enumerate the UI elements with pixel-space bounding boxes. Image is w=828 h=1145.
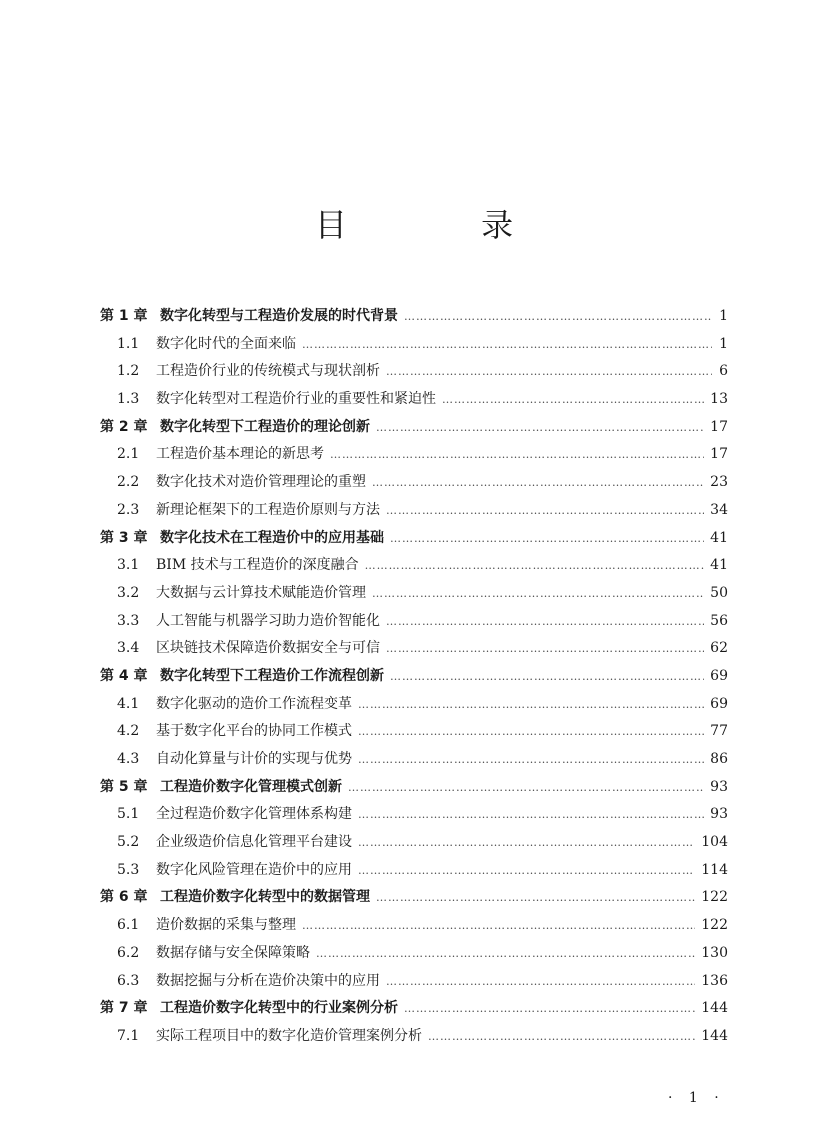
toc-entry-page: 50 [710,584,728,601]
toc-section-entry[interactable] [100,1023,728,1051]
toc-entry-number: 4.1 [117,695,140,712]
toc-entry-number: 3.3 [117,612,140,629]
dot-leader [372,580,704,608]
toc-entry-page: 69 [710,695,728,712]
toc-entry-page: 1 [719,308,728,324]
toc-entry-page: 104 [701,834,728,851]
toc-entry-title: 实际工程项目中的数字化造价管理案例分析 [156,1027,422,1044]
dot-leader [386,497,704,525]
toc-section-entry[interactable] [100,469,728,497]
toc-entry-title: 新理论框架下的工程造价原则与方法 [156,501,380,518]
dot-leader [428,1023,695,1051]
toc-section-entry[interactable] [100,608,728,636]
toc-entry-title: 数字化转型下工程造价工作流程创新 [160,667,384,684]
dot-leader [386,608,704,636]
toc-entry-page: 13 [710,391,728,408]
toc-entry-title: 数字化转型与工程造价发展的时代背景 [160,308,398,324]
toc-entry-page: 41 [710,529,728,546]
toc-section-entry[interactable] [100,441,728,469]
toc-entry-number: 第 3 章 [100,529,148,546]
toc-entry-page: 41 [710,557,728,574]
dot-leader [358,691,704,719]
toc-chapter-entry[interactable] [100,774,728,802]
toc-entry-title: 大数据与云计算技术赋能造价管理 [156,584,366,601]
toc-entry-page: 1 [719,335,728,352]
toc-entry-title: 数据存储与安全保障策略 [156,944,310,961]
toc-entry-page: 62 [710,640,728,657]
toc-entry-number: 第 6 章 [100,889,148,906]
dot-leader [404,303,712,331]
toc-entry-number: 4.3 [117,751,140,767]
toc-section-entry[interactable] [100,968,728,996]
table-of-contents [100,303,728,1051]
toc-section-entry[interactable] [100,912,728,940]
page-number: · 1 · [668,1090,725,1106]
toc-entry-title: 数字化转型对工程造价行业的重要性和紧迫性 [156,391,436,408]
dot-leader [376,884,695,912]
toc-entry-title: 数字化风险管理在造价中的应用 [156,861,352,878]
toc-entry-number: 3.4 [117,640,140,657]
toc-chapter-entry[interactable] [100,303,728,331]
toc-entry-number: 1.1 [117,335,140,352]
toc-entry-title: 数字化时代的全面来临 [156,335,296,352]
toc-entry-title: 企业级造价信息化管理平台建设 [156,834,352,851]
dot-leader [348,774,704,802]
toc-entry-title: 工程造价基本理论的新思考 [156,446,324,463]
toc-section-entry[interactable] [100,857,728,885]
toc-section-entry[interactable] [100,829,728,857]
toc-entry-title: 工程造价行业的传统模式与现状剖析 [156,363,380,380]
dot-leader [302,912,695,940]
dot-leader [404,995,695,1023]
toc-chapter-entry[interactable] [100,884,728,912]
toc-entry-number: 1.3 [117,391,140,408]
dot-leader [386,968,695,996]
toc-entry-title: 区块链技术保障造价数据安全与可信 [156,640,380,657]
dot-leader [390,525,704,553]
toc-entry-number: 5.1 [117,806,140,823]
toc-entry-number: 6.3 [117,972,140,989]
toc-section-entry[interactable] [100,940,728,968]
toc-section-entry[interactable] [100,746,728,774]
dot-leader [358,857,695,885]
toc-entry-page: 93 [710,806,728,823]
dot-leader [330,441,704,469]
toc-entry-number: 7.1 [117,1027,140,1044]
dot-leader [386,358,712,386]
toc-entry-number: 3.1 [117,557,140,574]
toc-entry-number: 5.2 [117,834,140,851]
toc-entry-page: 77 [710,723,728,740]
toc-entry-page: 114 [701,861,728,878]
toc-entry-page: 86 [710,751,728,767]
toc-entry-page: 144 [701,1027,728,1044]
toc-entry-title: 造价数据的采集与整理 [156,917,296,934]
toc-entry-number: 第 5 章 [100,778,148,795]
toc-entry-page: 56 [710,612,728,629]
toc-section-entry[interactable] [100,497,728,525]
toc-entry-page: 34 [710,501,728,518]
toc-entry-title: 基于数字化平台的协同工作模式 [156,723,352,740]
toc-entry-page: 122 [701,917,728,934]
toc-entry-title: 工程造价数字化转型中的数据管理 [160,889,370,906]
toc-entry-title: 数字化驱动的造价工作流程变革 [156,695,352,712]
toc-entry-page: 23 [710,474,728,491]
toc-section-entry[interactable] [100,386,728,414]
toc-entry-title: 人工智能与机器学习助力造价智能化 [156,612,380,629]
dot-leader [386,635,704,663]
dot-leader [376,414,704,442]
toc-section-entry[interactable] [100,358,728,386]
dot-leader [365,552,705,580]
toc-entry-number: 第 2 章 [100,418,148,435]
toc-entry-number: 1.2 [117,363,140,380]
toc-entry-number: 2.2 [117,474,140,491]
toc-chapter-entry[interactable] [100,414,728,442]
toc-chapter-entry[interactable] [100,995,728,1023]
dot-leader [372,469,704,497]
dot-leader [302,331,712,359]
toc-entry-page: 69 [710,667,728,684]
toc-entry-title: 数字化技术在工程造价中的应用基础 [160,529,384,546]
toc-section-entry[interactable] [100,635,728,663]
page-title: 目 录 [314,206,576,244]
toc-chapter-entry[interactable] [100,663,728,691]
toc-entry-title: 工程造价数字化管理模式创新 [160,778,342,795]
toc-section-entry[interactable] [100,331,728,359]
toc-entry-title: 工程造价数字化转型中的行业案例分析 [160,1000,398,1017]
toc-entry-number: 6.2 [117,944,140,961]
toc-entry-number: 3.2 [117,584,140,601]
toc-entry-number: 6.1 [117,917,140,934]
toc-entry-page: 136 [701,972,728,989]
toc-section-entry[interactable] [100,580,728,608]
toc-section-entry[interactable] [100,691,728,719]
toc-section-entry[interactable] [100,552,728,580]
toc-entry-page: 93 [710,778,728,795]
toc-entry-title: 数字化技术对造价管理理论的重塑 [156,474,366,491]
toc-entry-title: 数据挖掘与分析在造价决策中的应用 [156,972,380,989]
toc-entry-number: 第 1 章 [100,308,148,324]
toc-entry-number: 5.3 [117,861,140,878]
dot-leader [358,801,704,829]
toc-entry-page: 130 [701,944,728,961]
toc-entry-number: 4.2 [117,723,140,740]
dot-leader [316,940,695,968]
toc-entry-page: 6 [719,363,728,380]
toc-entry-title: 数字化转型下工程造价的理论创新 [160,418,370,435]
dot-leader [358,746,704,774]
toc-section-entry[interactable] [100,718,728,746]
toc-section-entry[interactable] [100,801,728,829]
toc-entry-page: 17 [710,446,728,463]
toc-entry-number: 2.3 [117,501,140,518]
dot-leader [442,386,704,414]
toc-entry-title: 自动化算量与计价的实现与优势 [156,751,352,767]
dot-leader [358,829,695,857]
toc-entry-title: BIM 技术与工程造价的深度融合 [156,557,359,574]
toc-entry-number: 第 4 章 [100,667,148,684]
toc-entry-number: 2.1 [117,446,140,463]
dot-leader [358,718,704,746]
toc-chapter-entry[interactable] [100,525,728,553]
toc-entry-title: 全过程造价数字化管理体系构建 [156,806,352,823]
toc-entry-number: 第 7 章 [100,1000,148,1017]
toc-entry-page: 17 [710,418,728,435]
dot-leader [390,663,704,691]
toc-entry-page: 122 [701,889,728,906]
toc-entry-page: 144 [701,1000,728,1017]
